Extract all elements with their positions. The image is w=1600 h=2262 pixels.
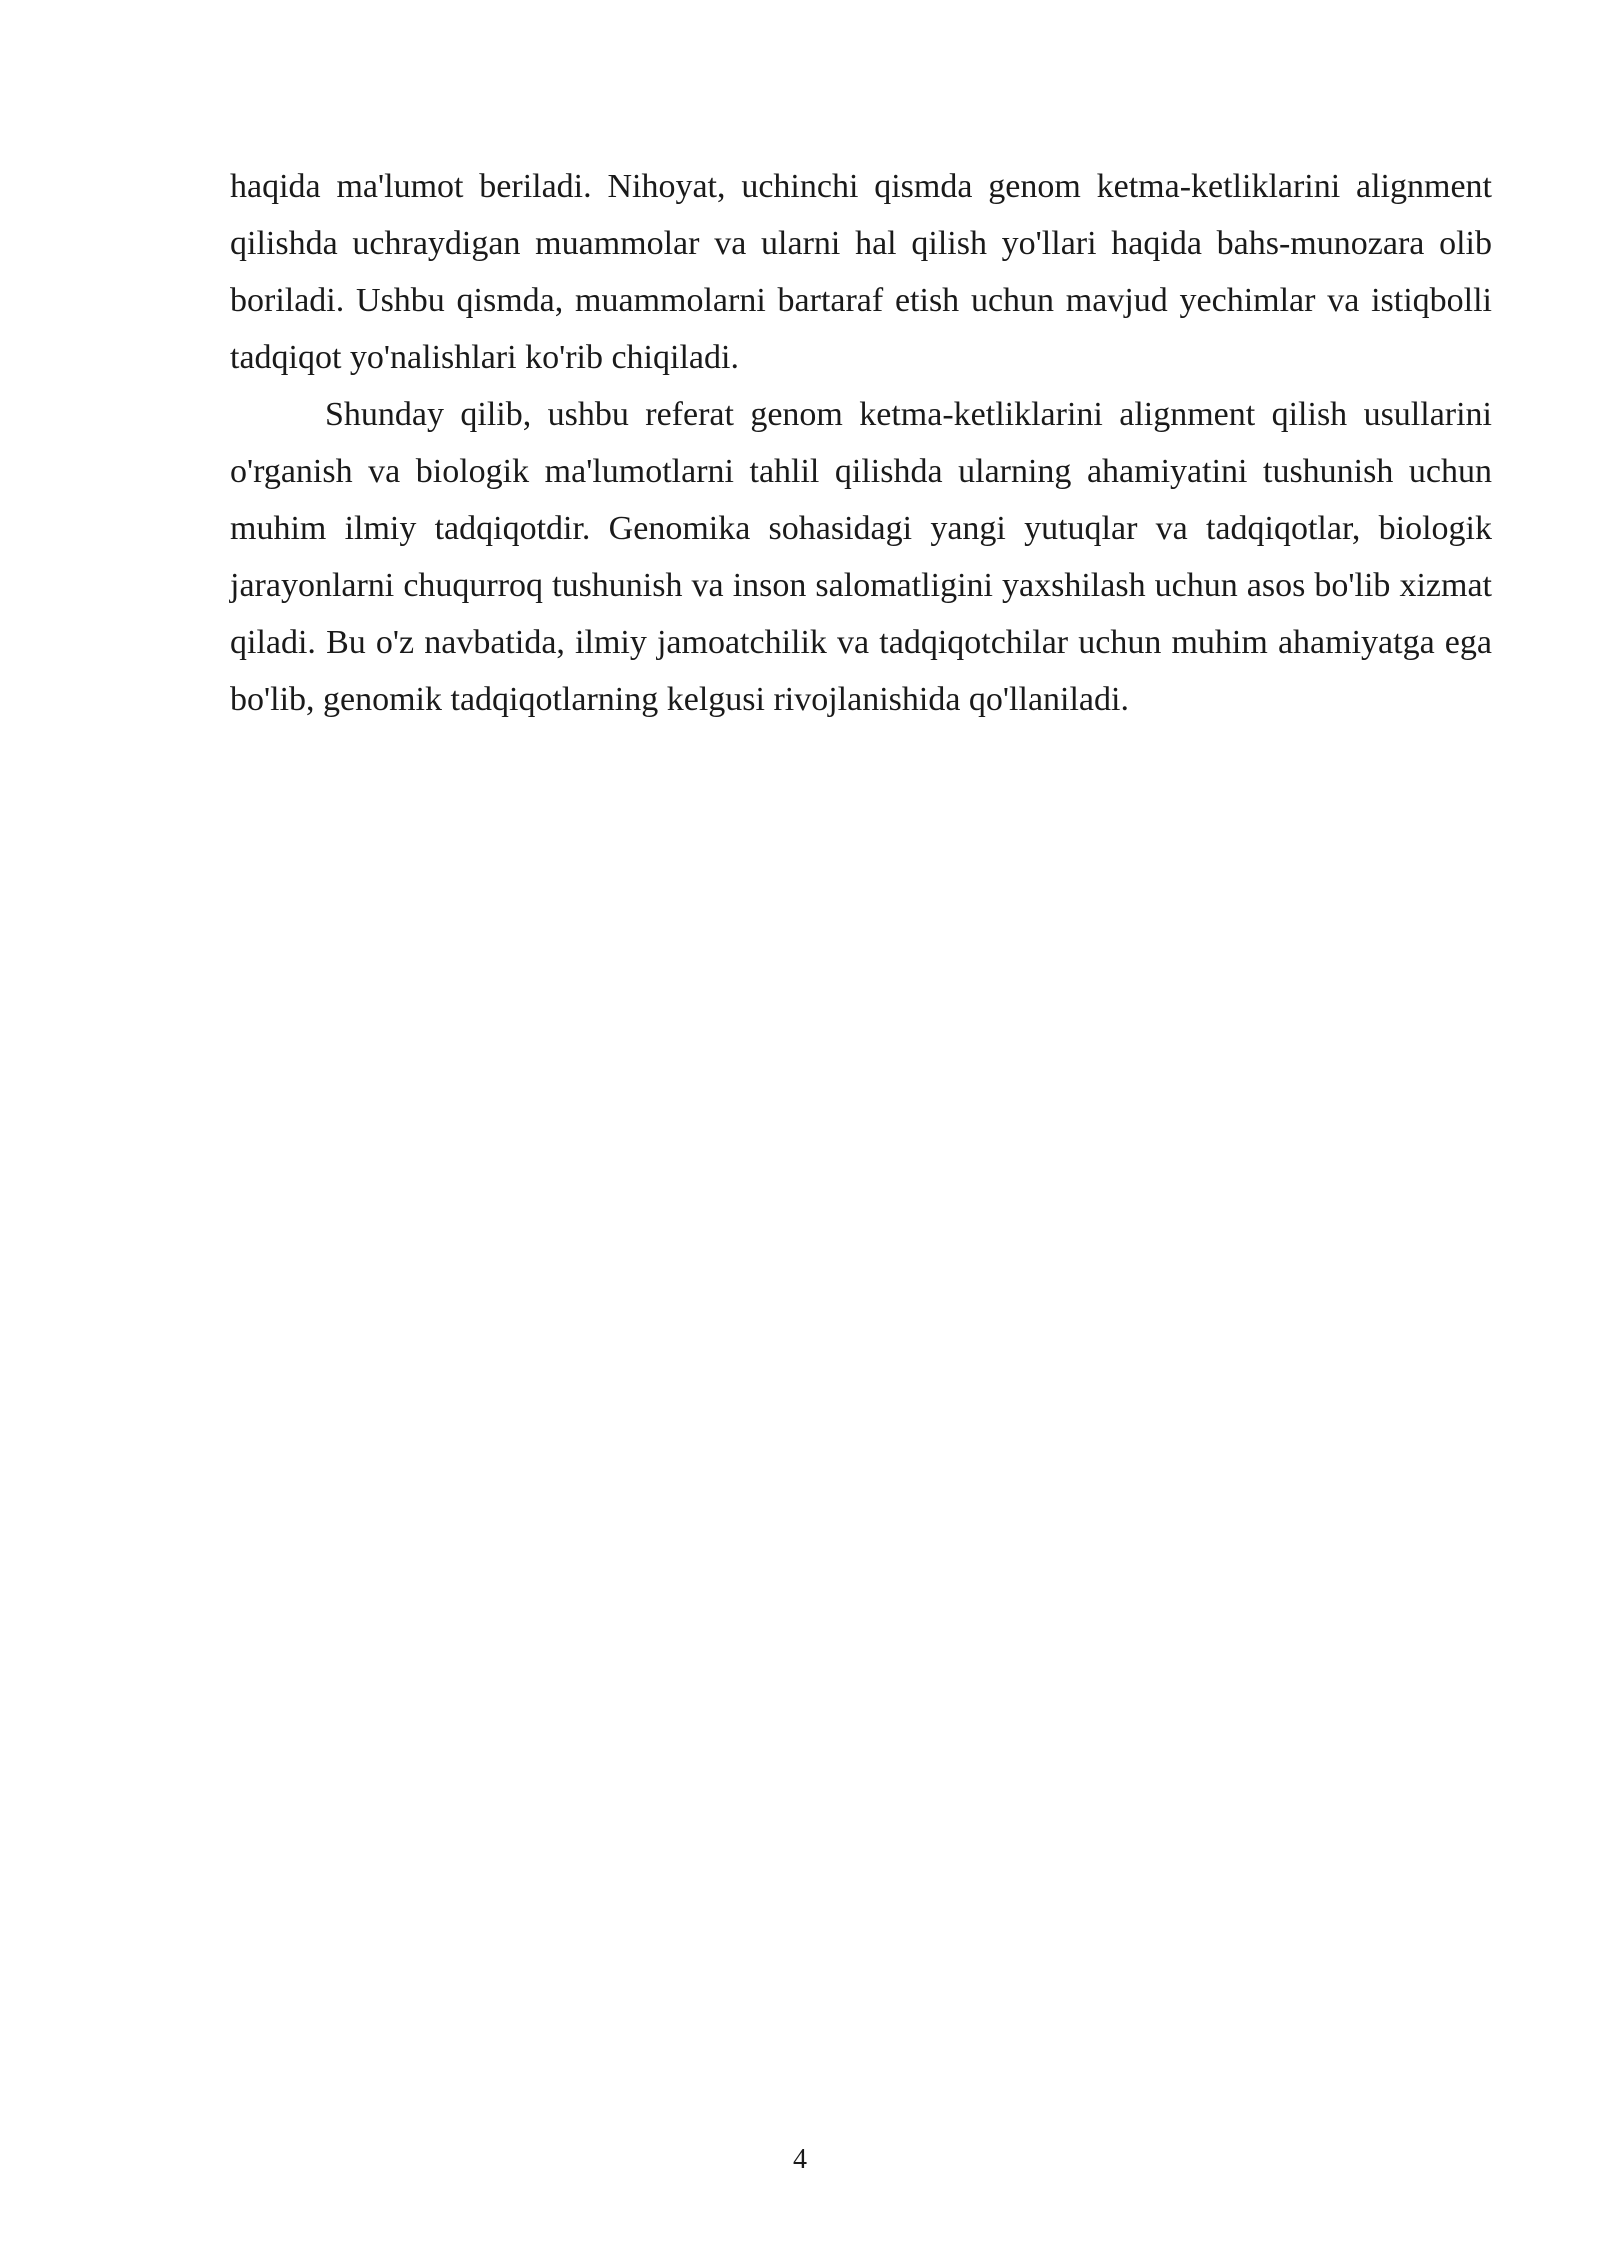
- body-text: [230, 158, 1492, 728]
- page-number: 4: [793, 2144, 807, 2175]
- paragraph-continuation: haqida ma'lumot beriladi. Nihoyat, uchinchi qismda genom ketma-ketliklarini alignment qilishda uchraydigan muammolar va ularni hal qilish yo'llari haqida bahs-munozara olib boriladi. Ushbu qismda, muammolarni bartaraf etish uchun mavjud yechimlar va istiqbolli tadqiqot yo'nalishlari ko'rib chiqiladi.: [230, 168, 1492, 376]
- paragraph-conclusion: Shunday qilib, ushbu referat genom ketma-ketliklarini alignment qilish usullarini o'rganish va biologik ma'lumotlarni tahlil qilishda ularning ahamiyatini tushunish uchun muhim ilmiy tadqiqotdir. Genomika sohasidagi yangi yutuqlar va tadqiqotlar, biologik jarayonlarni chuqurroq tushunish va inson salomatligini yaxshilash uchun asos bo'lib xizmat qiladi. Bu o'z navbatida, ilmiy jamoatchilik va tadqiqotchilar uchun muhim ahamiyatga ega bo'lib, genomik tadqiqotlarning kelgusi rivojlanishida qo'llaniladi.: [230, 396, 1492, 718]
